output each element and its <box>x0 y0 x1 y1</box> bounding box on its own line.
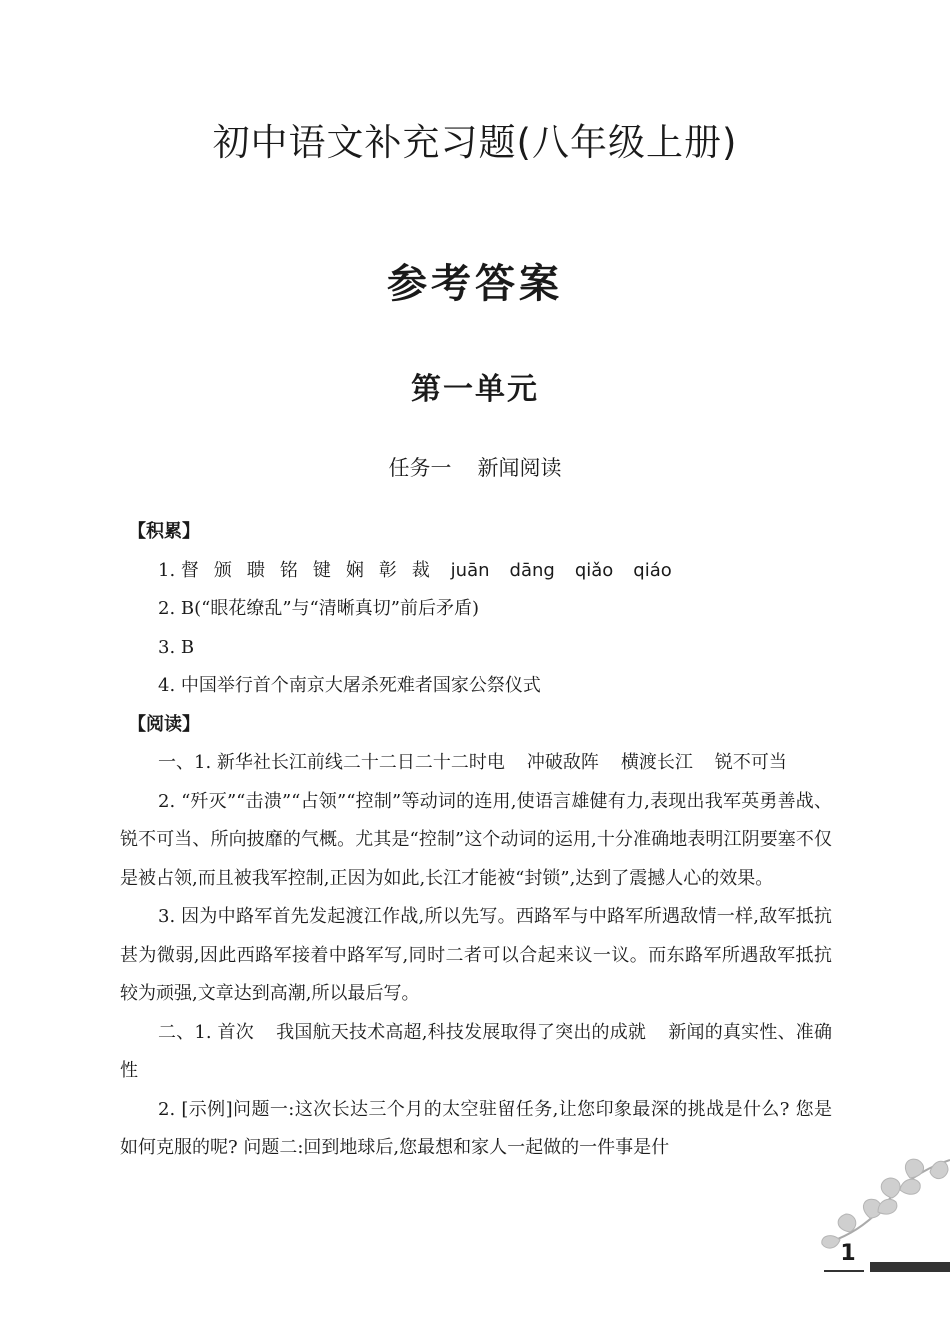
accumulation-q4: 4. 中国举行首个南京大屠杀死难者国家公祭仪式 <box>158 675 541 696</box>
q1-char: 铭 <box>279 559 298 581</box>
leaf-branch-icon <box>800 1150 950 1250</box>
book-title: 初中语文补充习题(八年级上册) <box>212 121 738 164</box>
unit-heading: 第一单元 <box>411 372 539 407</box>
q1-char: 聩 <box>246 559 265 581</box>
q1-char: 键 <box>312 559 331 581</box>
q1-char: 督 <box>180 559 199 581</box>
q1-pinyin: juān <box>450 559 490 581</box>
part1-q1-answer: 横渡长江 <box>620 752 693 773</box>
reading-label: 【阅读】 <box>128 713 200 735</box>
part1-q1-answer: 锐不可当 <box>714 752 787 773</box>
page-number: 1 <box>840 1241 856 1266</box>
answer-content <box>120 513 832 1168</box>
part1-q1-answer: 冲破敌阵 <box>526 752 599 773</box>
q1-pinyin: qiáo <box>633 559 672 581</box>
part2-q1-prefix: 二、1. 首次 <box>158 1021 254 1043</box>
q1-char: 裁 <box>411 559 430 581</box>
page-rule-bar <box>870 1262 950 1272</box>
reading-part1-q2: 2. “歼灭”“击溃”“占领”“控制”等动词的连用,使语言雄健有力,表现出我军英勇善战、锐不可当、所向披靡的气概。尤其是“控制”这个动词的运用,十分准确地表明江阴要塞不仅是被占领,而且被我军控制,正因为如此,长江才能被“封锁”,达到了震撼人心的效果。 <box>120 790 832 889</box>
q1-number: 1. <box>158 559 176 581</box>
page-rule <box>824 1270 864 1272</box>
task-name: 新闻阅读 <box>477 456 562 480</box>
part2-q1-answer: 我国航天技术高超,科技发展取得了突出的成就 <box>275 1021 647 1043</box>
q1-char: 彰 <box>378 559 397 581</box>
part2-q1-answer: 新闻的真实性、准确性 <box>120 1021 832 1081</box>
accumulation-label: 【积累】 <box>128 521 200 542</box>
task-number: 任务一 <box>388 456 452 480</box>
accumulation-q2: 2. B(“眼花缭乱”与“清晰真切”前后矛盾) <box>158 598 479 619</box>
part1-q1-prefix: 一、1. 新华社长江前线二十二日二十二时电 <box>158 752 505 773</box>
reading-part1-q3: 3. 因为中路军首先发起渡江作战,所以先写。西路军与中路军所遇敌情一样,敌军抵抗甚为微弱,因此西路军接着中路军写,同时二者可以合起来议一议。而东路军所遇敌军抵抗较为顽强,文章达到高潮,所以最后写。 <box>120 906 832 1004</box>
q1-char: 娴 <box>345 559 364 581</box>
q1-char: 颁 <box>213 559 232 581</box>
reading-part2-q1 <box>120 1014 832 1091</box>
reading-part1-q1 <box>120 744 832 783</box>
q1-pinyin: dāng <box>509 559 555 581</box>
accumulation-q1 <box>158 552 832 591</box>
reading-part2-q2: 2. [示例]问题一:这次长达三个月的太空驻留任务,让您印象最深的挑战是什么? 您是如何克服的呢? 问题二:回到地球后,您最想和家人一起做的一件事是什 <box>120 1098 832 1158</box>
accumulation-q3: 3. B <box>158 636 195 658</box>
q1-pinyin: qiǎo <box>574 559 614 581</box>
task-heading <box>0 452 950 482</box>
answer-heading: 参考答案 <box>387 261 563 307</box>
